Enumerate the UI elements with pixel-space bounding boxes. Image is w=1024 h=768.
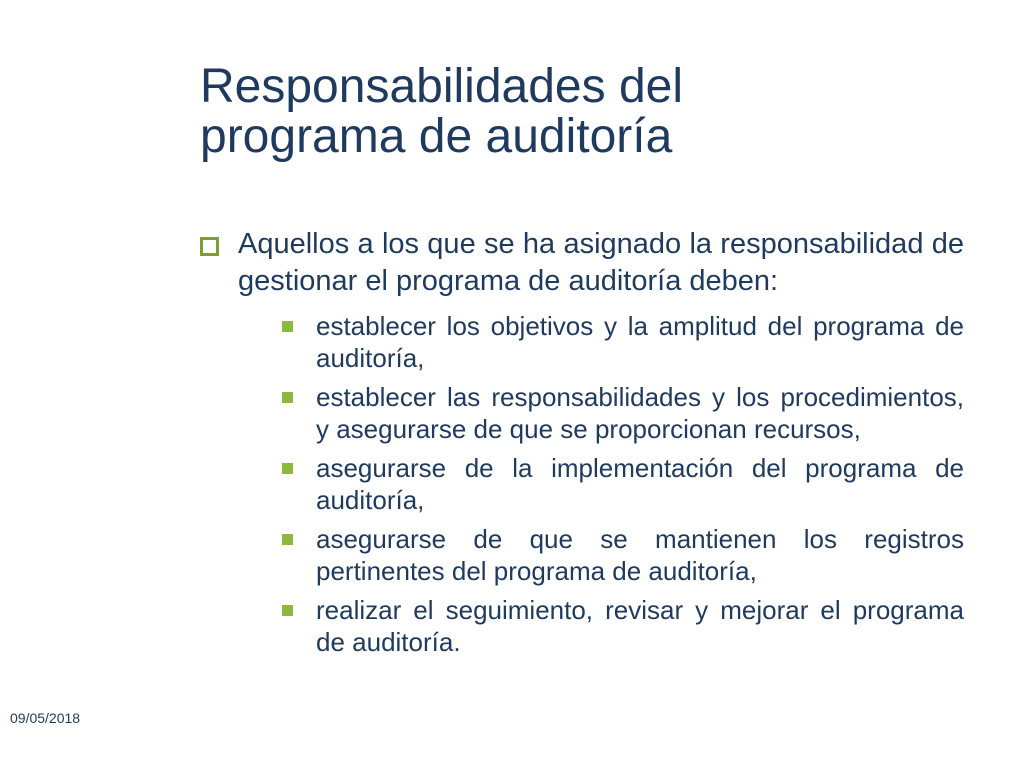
slide-title-line-2: programa de auditoría [200,110,673,163]
bullet-level2 [282,523,964,587]
hollow-square-bullet-icon [200,237,219,256]
slide-title-line-1: Responsabilidades del [200,60,683,113]
bullet-level2 [282,381,964,445]
bullet-level2 [282,452,964,516]
bullet-level2 [282,310,964,374]
bullet-level2-text: establecer los objetivos y la amplitud del programa de auditoría, [316,311,964,373]
square-bullet-icon [282,392,293,403]
bullet-level2-text: establecer las responsabilidades y los procedimientos, y asegurarse de que se proporcionan recursos, [316,382,964,444]
square-bullet-icon [282,605,293,616]
slide-title [200,62,980,162]
square-bullet-icon [282,463,293,474]
bullet-level2 [282,594,964,658]
square-bullet-icon [282,534,293,545]
bullet-level2-text: asegurarse de la implementación del programa de auditoría, [316,453,964,515]
bullet-level1-text: Aquellos a los que se ha asignado la responsabilidad de gestionar el programa de auditoría deben: [238,228,964,297]
bullet-level1 [200,226,964,300]
square-bullet-icon [282,321,293,332]
slide-date: 09/05/2018 [10,710,81,726]
bullet-level2-text: realizar el seguimiento, revisar y mejorar el programa de auditoría. [316,595,964,657]
slide-content [200,226,964,665]
bullet-level2-text: asegurarse de que se mantienen los registros pertinentes del programa de auditoría, [316,524,964,586]
